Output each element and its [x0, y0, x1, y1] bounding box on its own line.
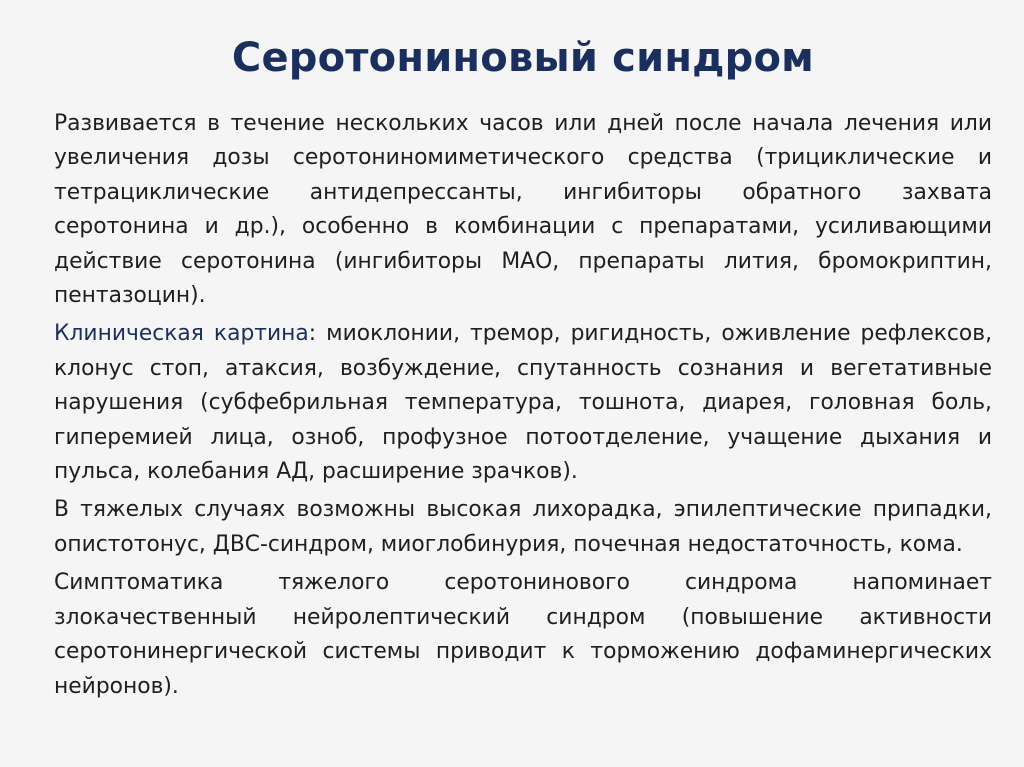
paragraph-symptomatology — [54, 566, 992, 704]
paragraph-symptomatology-text: Симптоматика тяжелого серотонинового синдрома напоминает злокачественный нейролептический синдром (повышение активности серотонинергической системы приводит к торможению дофаминергических нейронов). — [54, 570, 992, 699]
clinical-picture-text: : миоклонии, тремор, ригидность, оживление рефлексов, клонус стоп, атаксия, возбуждение, спутанность сознания и вегетативные нарушения (субфебрильная температура, тошнота, диарея, головная боль, гиперемией лица, озноб, профузное потоотделение, учащение дыхания и пульса, колебания АД, расширение зрачков). — [54, 321, 993, 485]
paragraph-onset-text: Развивается в течение нескольких часов или дней после начала лечения или увеличения дозы серотониномиметического средства (трициклические и тетрациклические антидепрессанты, ингибиторы обратного захвата серотонина и др.), особенно в комбинации с препаратами, усиливающими действие серотонина (ингибиторы МАО, препараты лития, бромокриптин, пентазоцин). — [54, 111, 992, 309]
paragraph-severe-cases-text: В тяжелых случаях возможны высокая лихорадка, эпилептические припадки, опистотонус, ДВС-синдром, миоглобинурия, почечная недостаточность, кома. — [54, 497, 992, 557]
paragraph-clinical-picture — [54, 317, 992, 489]
slide-title: Серотониновый синдром — [231, 35, 815, 81]
paragraph-severe-cases — [54, 493, 992, 562]
slide-body — [54, 107, 992, 708]
paragraph-onset — [54, 107, 992, 313]
clinical-picture-term: Клиническая картина — [54, 321, 309, 347]
